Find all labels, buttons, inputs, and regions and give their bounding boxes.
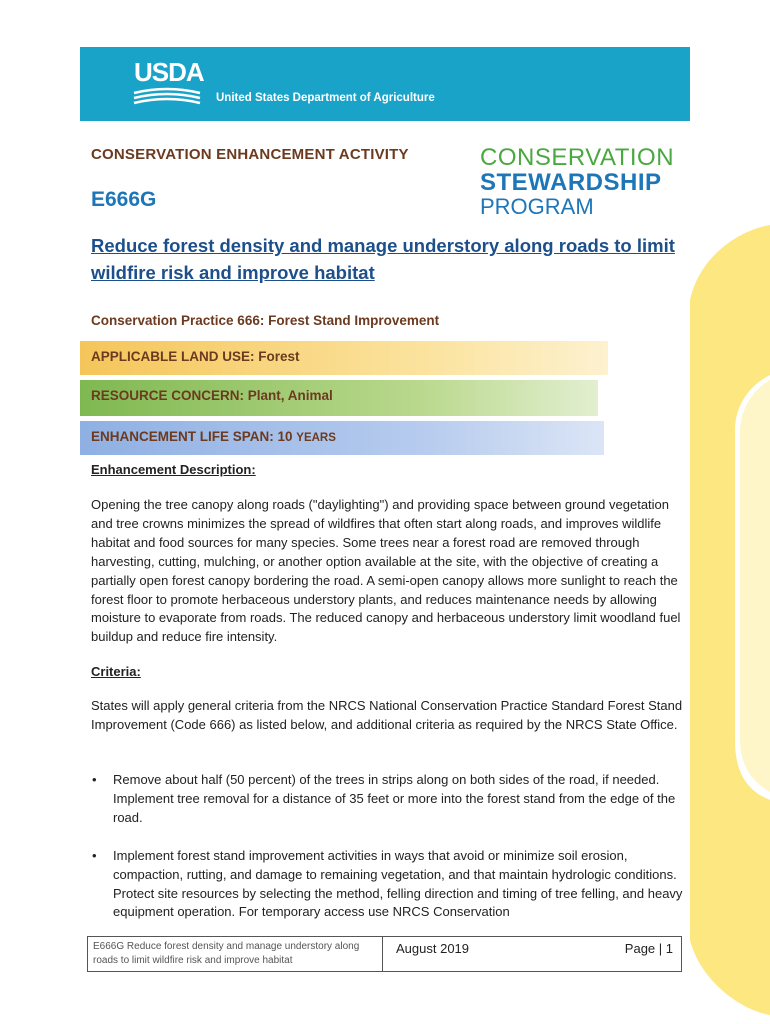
criteria-heading: Criteria: <box>91 664 141 679</box>
csp-program-logo <box>480 146 674 218</box>
csp-logo-line2: STEWARDSHIP <box>480 169 662 196</box>
land-use-bar <box>80 341 608 375</box>
activity-label: CONSERVATION ENHANCEMENT ACTIVITY <box>91 146 409 163</box>
page-footer <box>87 936 682 972</box>
life-span-text: ENHANCEMENT LIFE SPAN: 10 <box>91 429 297 444</box>
csp-logo-line1: CONSERVATION <box>480 144 675 171</box>
csp-logo-line3: PROGRAM <box>480 194 594 219</box>
criteria-intro: States will apply general criteria from the NRCS National Conservation Practice Standard Forest Stand Improvement (Code 666) as listed below, and additional criteria as required by the NRCS State Office. <box>91 698 683 732</box>
life-span-bar <box>80 421 604 455</box>
footer-page-number: Page | 1 <box>624 941 673 956</box>
footer-doc-title: E666G Reduce forest density and manage understory along roads to limit wildfire risk and improve habitat <box>88 937 383 971</box>
resource-concern-text: RESOURCE CONCERN: Plant, Animal <box>91 388 333 403</box>
footer-date: August 2019 <box>396 941 470 956</box>
description-heading: Enhancement Description: <box>91 462 256 477</box>
resource-concern-bar <box>80 380 598 416</box>
enhancement-code: E666G <box>91 188 157 211</box>
life-span-units: YEARS <box>296 432 336 444</box>
list-item: • Implement forest stand improvement activities in ways that avoid or minimize soil erosion, compaction, rutting, and damage to remaining vegetation, and that maintain hydrologic conditions. Protect site resources by selecting the method, felling direction and timing of tree felling, and heavy equipment operation. For temporary access use NRCS Conservation <box>91 847 691 923</box>
description-text: Opening the tree canopy along roads ("daylighting") and providing space between ground vegetation and tree crowns minimizes the spread of wildfires that often start along roads, and improves wildlife habitat and food sources for many species. Some trees near a forest road are removed through harvesting, cutting, mulching, or another option available at the site, with the objective of creating a partially open forest canopy bordering the road. A semi-open canopy allows more sunlight to reach the forest floor to promote herbaceous understory plants, and reduces maintenance needs by allowing moisture to evaporate from roads. The reduced canopy and herbaceous understory limit woodland fuel buildup and reduce fire intensity. <box>91 497 681 645</box>
land-use-text: APPLICABLE LAND USE: Forest <box>91 349 300 364</box>
list-item: • Remove about half (50 percent) of the trees in strips along on both sides of the road, if needed. Implement tree removal for a distance of 35 feet or more into the forest stand from the edge of the road. <box>91 771 691 828</box>
conservation-practice: Conservation Practice 666: Forest Stand Improvement <box>91 313 440 328</box>
page-title: Reduce forest density and manage understory along roads to limit wildfire risk and improve habitat <box>91 235 675 283</box>
usda-logo-icon <box>132 87 202 107</box>
usda-logo-text: USDA <box>134 57 204 87</box>
usda-header-banner <box>80 47 690 121</box>
criteria-list <box>91 771 691 941</box>
agency-name: United States Department of Agriculture <box>216 92 435 104</box>
